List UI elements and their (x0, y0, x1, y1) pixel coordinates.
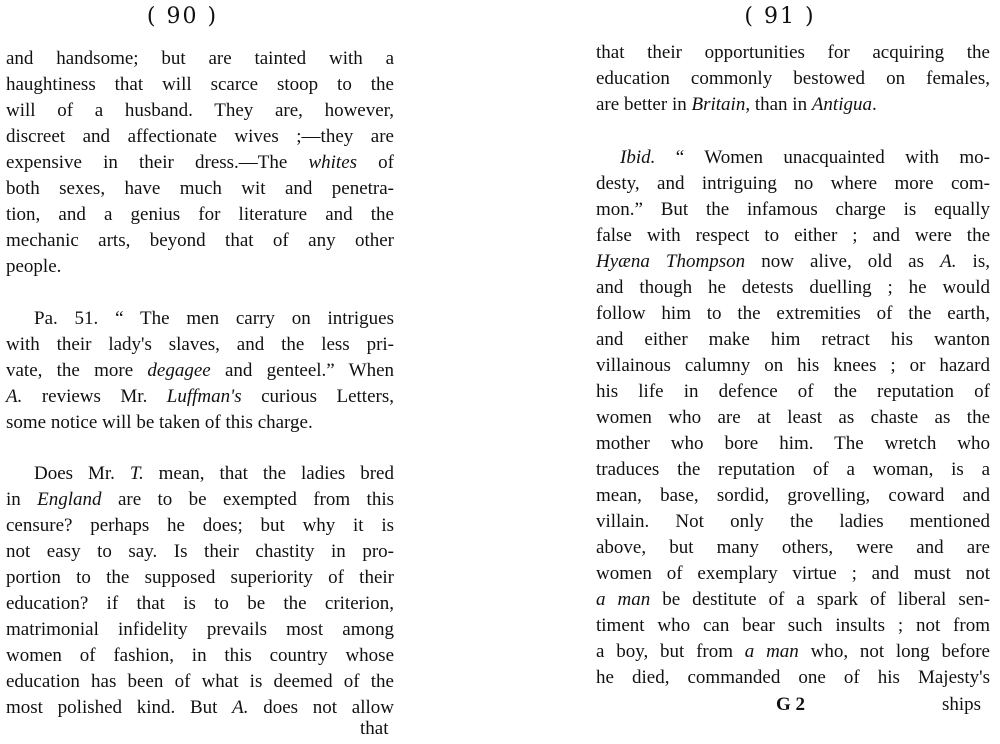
text-line: mon.” But the infamous charge is equally (596, 199, 990, 220)
text-line: mechanic arts, beyond that of any other (6, 230, 394, 251)
catchword-right: ships (942, 694, 982, 715)
text-line: discreet and affectionate wives ;—they are (6, 126, 394, 147)
text-line: desty, and intriguing no where more com- (596, 173, 990, 194)
text-line: he died, commanded one of his Majesty's (596, 667, 990, 688)
text-line: follow him to the extremities of the earth, (596, 303, 990, 324)
text-line: portion to the supposed superiority of their (6, 567, 394, 588)
text-line: education? if that is to be the criterion, (6, 593, 394, 614)
page-number-left: ( 90 ) (146, 4, 219, 29)
text-line: a man be destitute of a spark of liberal sen- (596, 589, 990, 610)
text-line: women of fashion, in this country whose (6, 645, 394, 666)
text-line: expensive in their dress.—The whites of (6, 152, 394, 173)
right-page (590, 0, 1000, 744)
text-line: A. reviews Mr. Luffman's curious Letters, (6, 386, 394, 407)
left-page (0, 0, 405, 744)
text-line: some notice will be taken of this charge. (6, 412, 313, 433)
signature-mark: G 2 (776, 694, 806, 715)
text-line: with their lady's slaves, and the less pri- (6, 334, 394, 355)
text-line: vate, the more degagee and genteel.” When (6, 360, 394, 381)
text-line: and though he detests duelling ; he would (596, 277, 990, 298)
text-line: haughtiness that will scarce stoop to the (6, 74, 394, 95)
text-line: Does Mr. T. mean, that the ladies bred (34, 463, 394, 484)
text-line: not easy to say. Is their chastity in pro- (6, 541, 394, 562)
text-line: tion, and a genius for literature and the (6, 204, 394, 225)
text-line: above, but many others, were and are (596, 537, 990, 558)
text-line: timent who can bear such insults ; not from (596, 615, 990, 636)
text-line: women who are at least as chaste as the (596, 407, 990, 428)
text-line: his life in defence of the reputation of (596, 381, 990, 402)
text-line: people. (6, 256, 62, 277)
page-number-right: ( 91 ) (744, 4, 816, 29)
text-line: mother who bore him. The wretch who (596, 433, 990, 454)
text-line: both sexes, have much wit and penetra- (6, 178, 394, 199)
text-line: villain. Not only the ladies mentioned (596, 511, 990, 532)
text-line: false with respect to either ; and were the (596, 225, 990, 246)
text-line: villainous calumny on his knees ; or hazard (596, 355, 990, 376)
text-line: Pa. 51. “ The men carry on intrigues (34, 308, 394, 329)
text-line: traduces the reputation of a woman, is a (596, 459, 990, 480)
text-line: that their opportunities for acquiring the (596, 42, 990, 63)
text-line: mean, base, sordid, grovelling, coward and (596, 485, 990, 506)
text-line: education has been of what is deemed of the (6, 671, 394, 692)
text-line: and handsome; but are tainted with a (6, 48, 394, 69)
text-line: will of a husband. They are, however, (6, 100, 394, 121)
text-line: Ibid. “ Women unacquainted with mo- (620, 147, 990, 168)
text-line: in England are to be exempted from this (6, 489, 394, 510)
text-line: matrimonial infidelity prevails most among (6, 619, 394, 640)
catchword-left: that (360, 718, 389, 739)
text-line: Hyæna Thompson now alive, old as A. is, (596, 251, 990, 272)
text-line: are better in Britain, than in Antigua. (596, 94, 877, 115)
text-line: education commonly bestowed on females, (596, 68, 990, 89)
text-line: and either make him retract his wanton (596, 329, 990, 350)
text-line: a boy, but from a man who, not long before (596, 641, 990, 662)
text-line: censure? perhaps he does; but why it is (6, 515, 394, 536)
text-line: most polished kind. But A. does not allow (6, 697, 394, 718)
text-line: women of exemplary virtue ; and must not (596, 563, 990, 584)
